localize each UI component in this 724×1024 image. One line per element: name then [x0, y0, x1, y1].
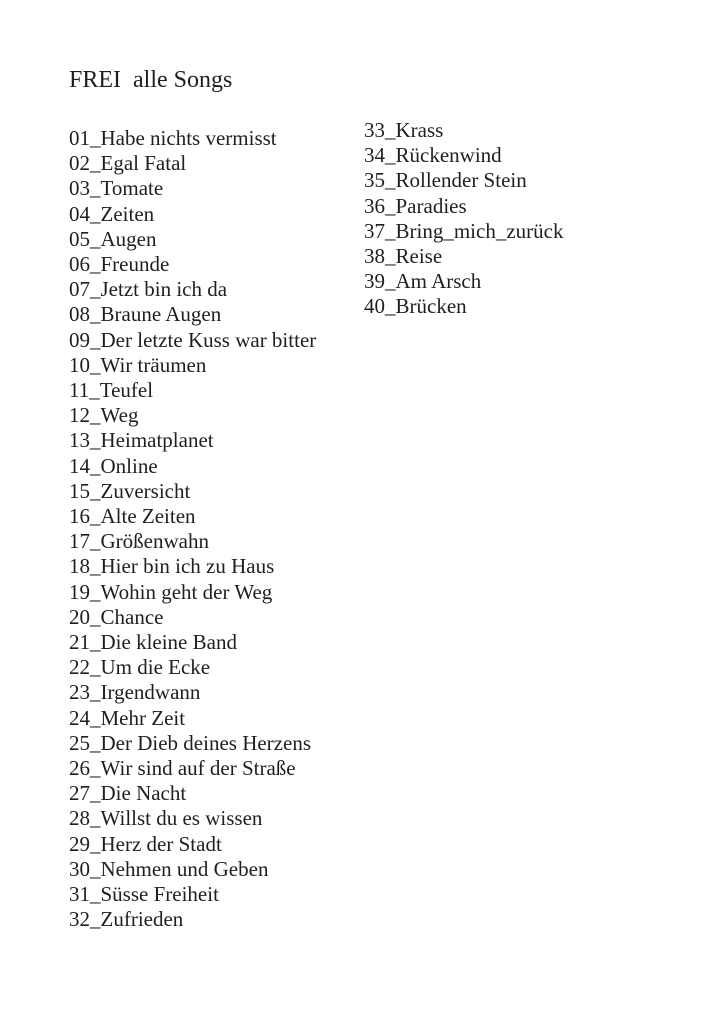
- song-item: 21_Die kleine Band: [69, 630, 237, 655]
- song-item: 23_Irgendwann: [69, 680, 201, 705]
- song-item: 06_Freunde: [69, 252, 170, 277]
- song-item: 20_Chance: [69, 604, 164, 629]
- song-item: 02_Egal Fatal: [69, 151, 187, 176]
- song-item: 05_Augen: [69, 226, 157, 251]
- song-item: 13_Heimatplanet: [69, 428, 214, 453]
- song-item: 01_Habe nichts vermisst: [69, 126, 277, 150]
- song-item: 33_Krass: [364, 118, 444, 142]
- song-item: 07_Jetzt bin ich da: [69, 277, 228, 302]
- song-item: 37_Bring_mich_zurück: [364, 218, 564, 243]
- song-item: 14_Online: [69, 453, 158, 478]
- song-item: 29_Herz der Stadt: [69, 831, 222, 856]
- song-list-column-2: [364, 118, 563, 320]
- song-item: 38_Reise: [364, 244, 443, 269]
- song-item: 39_Am Arsch: [364, 269, 482, 294]
- song-item: 08_Braune Augen: [69, 302, 222, 327]
- song-item: 10_Wir träumen: [69, 352, 207, 377]
- song-item: 31_Süsse Freiheit: [69, 882, 219, 907]
- song-item: 19_Wohin geht der Weg: [69, 579, 273, 604]
- song-item: 18_Hier bin ich zu Haus: [69, 554, 275, 579]
- song-item: 36_Paradies: [364, 193, 467, 218]
- song-item: 09_Der letzte Kuss war bitter: [69, 327, 317, 352]
- song-item: 25_Der Dieb deines Herzens: [69, 730, 311, 755]
- song-item: 24_Mehr Zeit: [69, 705, 186, 730]
- song-item: 35_Rollender Stein: [364, 168, 527, 193]
- song-item: 17_Größenwahn: [69, 529, 209, 554]
- song-item: 27_Die Nacht: [69, 781, 187, 806]
- song-item: 26_Wir sind auf der Straße: [69, 756, 296, 781]
- song-item: 32_Zufrieden: [69, 907, 184, 932]
- song-item: 34_Rückenwind: [364, 143, 502, 168]
- song-item: 11_Teufel: [69, 378, 154, 403]
- song-item: 15_Zuversicht: [69, 478, 191, 503]
- song-item: 40_Brücken: [364, 294, 467, 319]
- song-item: 22_Um die Ecke: [69, 655, 211, 680]
- song-item: 28_Willst du es wissen: [69, 806, 263, 831]
- song-list-column-1: [69, 126, 316, 933]
- song-item: 04_Zeiten: [69, 201, 155, 226]
- song-item: 30_Nehmen und Geben: [69, 856, 269, 881]
- song-item: 16_Alte Zeiten: [69, 504, 196, 529]
- song-item: 03_Tomate: [69, 176, 164, 201]
- song-item: 12_Weg: [69, 403, 139, 428]
- page-title: FREI alle Songs: [69, 67, 233, 93]
